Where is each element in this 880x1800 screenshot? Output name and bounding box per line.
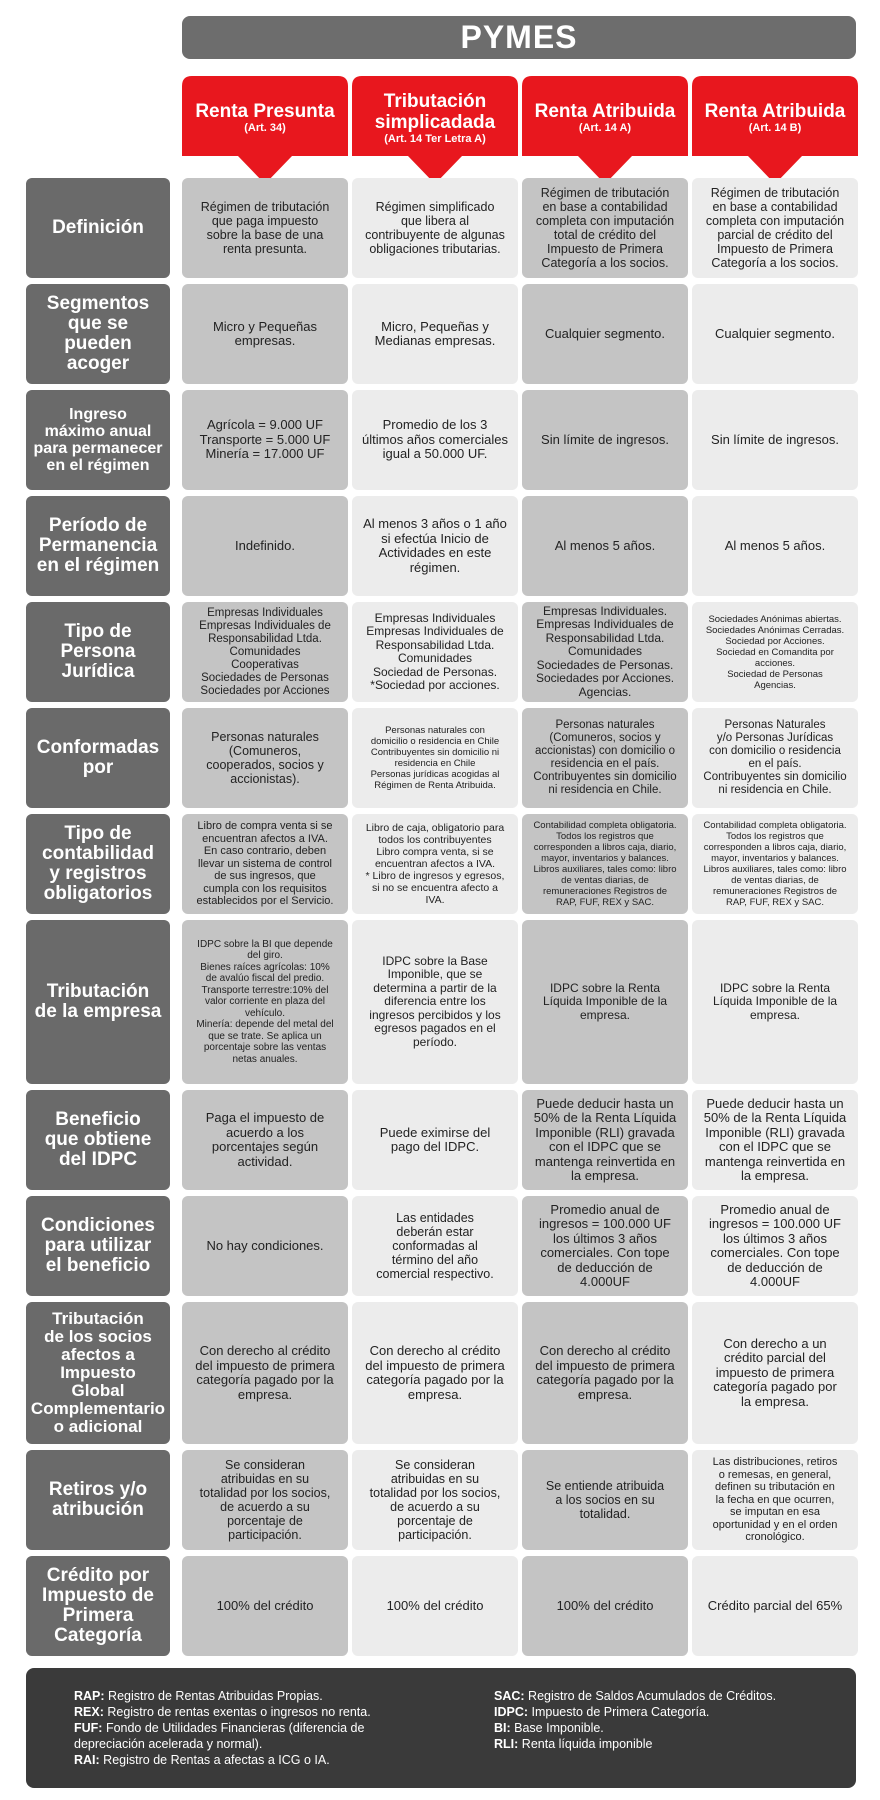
table-cell: Agrícola = 9.000 UF Transporte = 5.000 UF Minería = 17.000 UF xyxy=(182,390,348,490)
table-cell: Con derecho al crédito del impuesto de primera categoría pagado por la empresa. xyxy=(352,1302,518,1444)
legend-text: Registro de Saldos Acumulados de Créditos. xyxy=(524,1689,777,1703)
table-cell: Promedio de los 3 últimos años comerciales igual a 50.000 UF. xyxy=(352,390,518,490)
column-title: Renta Presunta xyxy=(195,101,335,122)
column-header-text xyxy=(692,76,858,160)
legend-item xyxy=(494,1720,844,1736)
legend xyxy=(26,1668,856,1788)
column-header-text xyxy=(352,76,518,160)
table-cell: Empresas Individuales Empresas Individuales de Responsabilidad Ltda. Comunidades Sociedad de Personas. *Sociedad por acciones. xyxy=(352,602,518,702)
column-header-text xyxy=(522,76,688,160)
table-cell: No hay condiciones. xyxy=(182,1196,348,1296)
legend-item xyxy=(74,1736,474,1752)
legend-abbr: IDPC: xyxy=(494,1705,529,1719)
legend-abbr: RLI: xyxy=(494,1737,519,1751)
table-cell: Las entidades deberán estar conformadas al término del año comercial respectivo. xyxy=(352,1196,518,1296)
legend-text: Registro de Rentas Atribuidas Propias. xyxy=(104,1689,323,1703)
row-label: Tributación de la empresa xyxy=(26,920,170,1084)
table-cell: Cualquier segmento. xyxy=(692,284,858,384)
legend-item xyxy=(494,1688,844,1704)
column-subtitle: (Art. 34) xyxy=(244,122,286,134)
legend-item xyxy=(74,1720,474,1736)
column-subtitle: (Art. 14 Ter Letra A) xyxy=(384,132,486,145)
table-cell: Cualquier segmento. xyxy=(522,284,688,384)
row-label: Tipo de contabilidad y registros obligatorios xyxy=(26,814,170,914)
table-cell: Se consideran atribuidas en su totalidad por los socios, de acuerdo a su porcentaje de participación. xyxy=(182,1450,348,1550)
legend-left-column xyxy=(74,1688,474,1768)
legend-text: Renta líquida imponible xyxy=(518,1737,653,1751)
legend-text: depreciación acelerada y normal). xyxy=(74,1737,263,1751)
legend-item xyxy=(74,1704,474,1720)
legend-abbr: BI: xyxy=(494,1721,511,1735)
table-cell: Sin límite de ingresos. xyxy=(522,390,688,490)
table-cell: Promedio anual de ingresos = 100.000 UF los últimos 3 años comerciales. Con tope de deducción de 4.000UF xyxy=(522,1196,688,1296)
row-label: Condiciones para utilizar el beneficio xyxy=(26,1196,170,1296)
table-cell: Con derecho al crédito del impuesto de primera categoría pagado por la empresa. xyxy=(522,1302,688,1444)
table-cell: IDPC sobre la Base Imponible, que se determina a partir de la diferencia entre los ingresos percibidos y los egresos pagados en el período. xyxy=(352,920,518,1084)
table-cell: 100% del crédito xyxy=(352,1556,518,1656)
table-cell: Régimen de tributación que paga impuesto sobre la base de una renta presunta. xyxy=(182,178,348,278)
table-cell: 100% del crédito xyxy=(522,1556,688,1656)
row-label: Conformadas por xyxy=(26,708,170,808)
legend-text: Registro de rentas exentas o ingresos no renta. xyxy=(103,1705,371,1719)
column-title: Renta Atribuida xyxy=(534,101,676,122)
table-cell: Las distribuciones, retiros o remesas, en general, definen su tributación en la fecha en que ocurren, se imputan en esa oportunidad y en el orden cronológico. xyxy=(692,1450,858,1550)
table-cell: Se entiende atribuida a los socios en su totalidad. xyxy=(522,1450,688,1550)
page-title: PYMES xyxy=(182,16,856,59)
table-cell: Empresas Individuales. Empresas Individuales de Responsabilidad Ltda. Comunidades Sociedades de Personas. Sociedades por Acciones. Agencias. xyxy=(522,602,688,702)
table-cell: Puede deducir hasta un 50% de la Renta Líquida Imponible (RLI) gravada con el IDPC que se mantenga reinvertida en la empresa. xyxy=(692,1090,858,1190)
table-cell: Crédito parcial del 65% xyxy=(692,1556,858,1656)
column-title: Tributación simplicadada xyxy=(374,90,496,133)
legend-abbr: SAC: xyxy=(494,1689,525,1703)
table-cell: Sin límite de ingresos. xyxy=(692,390,858,490)
row-label: Segmentos que se pueden acoger xyxy=(26,284,170,384)
row-label: Tributación de los socios afectos a Impuesto Global Complementario o adicional xyxy=(26,1302,170,1444)
table-cell: Personas naturales con domicilio o residencia en Chile Contribuyentes sin domicilio ni residencia en Chile Personas jurídicas acogidas al Régimen de Renta Atribuida. xyxy=(352,708,518,808)
column-header-text xyxy=(182,76,348,160)
row-label: Período de Permanencia en el régimen xyxy=(26,496,170,596)
column-title: Renta Atribuida xyxy=(704,101,846,122)
table-cell: Al menos 3 años o 1 año si efectúa Inicio de Actividades en este régimen. xyxy=(352,496,518,596)
legend-item xyxy=(74,1752,474,1768)
table-cell: Se consideran atribuidas en su totalidad por los socios, de acuerdo a su porcentaje de participación. xyxy=(352,1450,518,1550)
row-label: Beneficio que obtiene del IDPC xyxy=(26,1090,170,1190)
legend-right-column xyxy=(494,1688,844,1752)
table-cell: Libro de compra venta si se encuentran afectos a IVA. En caso contrario, deben llevar un sistema de control de sus ingresos, que cumpla con los requisitos establecidos por el Servicio. xyxy=(182,814,348,914)
table-cell: Al menos 5 años. xyxy=(692,496,858,596)
row-label: Retiros y/o atribución xyxy=(26,1450,170,1550)
column-subtitle: (Art. 14 B) xyxy=(748,122,802,134)
table-cell: Micro y Pequeñas empresas. xyxy=(182,284,348,384)
table-cell: Sociedades Anónimas abiertas. Sociedades Anónimas Cerradas. Sociedad por Acciones. Sociedad en Comandita por acciones. Sociedad de Personas Agencias. xyxy=(692,602,858,702)
table-cell: Personas naturales (Comuneros, socios y accionistas) con domicilio o residencia en el país. Contribuyentes sin domicilio ni residencia en Chile. xyxy=(522,708,688,808)
table-cell: IDPC sobre la Renta Líquida Imponible de la empresa. xyxy=(522,920,688,1084)
legend-abbr: FUF: xyxy=(74,1721,103,1735)
column-header-4 xyxy=(692,76,858,186)
legend-item xyxy=(494,1704,844,1720)
table-cell: Con derecho a un crédito parcial del impuesto de primera categoría pagado por la empresa. xyxy=(692,1302,858,1444)
row-label: Definición xyxy=(26,178,170,278)
row-label: Tipo de Persona Jurídica xyxy=(26,602,170,702)
table-cell: 100% del crédito xyxy=(182,1556,348,1656)
legend-abbr: REX: xyxy=(74,1705,104,1719)
table-cell: Libro de caja, obligatorio para todos los contribuyentes Libro compra venta, si se encuentran afectos a IVA. * Libro de ingresos y egresos, si no se encuentra afecto a IVA. xyxy=(352,814,518,914)
table-cell: Al menos 5 años. xyxy=(522,496,688,596)
table-cell: Puede eximirse del pago del IDPC. xyxy=(352,1090,518,1190)
column-header-2 xyxy=(352,76,518,186)
legend-text: Registro de Rentas a afectas a ICG o IA. xyxy=(99,1753,330,1767)
table-cell: Personas Naturales y/o Personas Jurídicas con domicilio o residencia en el país. Contribuyentes sin domicilio ni residencia en Chile. xyxy=(692,708,858,808)
legend-text: Impuesto de Primera Categoría. xyxy=(528,1705,710,1719)
column-subtitle: (Art. 14 A) xyxy=(578,122,632,134)
table-cell: IDPC sobre la Renta Líquida Imponible de la empresa. xyxy=(692,920,858,1084)
table-cell: Micro, Pequeñas y Medianas empresas. xyxy=(352,284,518,384)
table-cell: IDPC sobre la BI que depende del giro. Bienes raíces agrícolas: 10% de avalúo fiscal del predio. Transporte terrestre:10% del valor corriente en plaza del vehículo. Minería: depende del metal del que se trate. Se aplica un porcentaje sobre las ventas netas anuales. xyxy=(182,920,348,1084)
table-cell: Paga el impuesto de acuerdo a los porcentajes según actividad. xyxy=(182,1090,348,1190)
table-cell: Con derecho al crédito del impuesto de primera categoría pagado por la empresa. xyxy=(182,1302,348,1444)
legend-text: Fondo de Utilidades Financieras (diferencia de xyxy=(102,1721,365,1735)
row-label: Ingreso máximo anual para permanecer en el régimen xyxy=(26,390,170,490)
legend-abbr: RAI: xyxy=(74,1753,100,1767)
table-cell: Contabilidad completa obligatoria. Todos los registros que corresponden a libros caja, diario, mayor, inventarios y balances. Libros auxiliares, tales como: libro de ventas diarias, de remuneraciones Registros de RAP, FUF, REX y SAC. xyxy=(522,814,688,914)
table-cell: Régimen simplificado que libera al contribuyente de algunas obligaciones tributarias. xyxy=(352,178,518,278)
table-cell: Indefinido. xyxy=(182,496,348,596)
legend-abbr: RAP: xyxy=(74,1689,105,1703)
table-cell: Contabilidad completa obligatoria. Todos los registros que corresponden a libros caja, diario, mayor, inventarios y balances. Libros auxiliares, tales como: libro de ventas diarias, de remuneraciones Registros de RAP, FUF, REX y SAC. xyxy=(692,814,858,914)
legend-text: Base Imponible. xyxy=(510,1721,604,1735)
table-cell: Régimen de tributación en base a contabilidad completa con imputación total de crédito del Impuesto de Primera Categoría a los socios. xyxy=(522,178,688,278)
table-cell: Personas naturales (Comuneros, cooperados, socios y accionistas). xyxy=(182,708,348,808)
column-header-3 xyxy=(522,76,688,186)
legend-item xyxy=(74,1688,474,1704)
table-cell: Promedio anual de ingresos = 100.000 UF los últimos 3 años comerciales. Con tope de deducción de 4.000UF xyxy=(692,1196,858,1296)
table-cell: Empresas Individuales Empresas Individuales de Responsabilidad Ltda. Comunidades Cooperativas Sociedades de Personas Sociedades por Acciones xyxy=(182,602,348,702)
column-header-1 xyxy=(182,76,348,186)
table-cell: Puede deducir hasta un 50% de la Renta Líquida Imponible (RLI) gravada con el IDPC que se mantenga reinvertida en la empresa. xyxy=(522,1090,688,1190)
row-label: Crédito por Impuesto de Primera Categoría xyxy=(26,1556,170,1656)
table-cell: Régimen de tributación en base a contabilidad completa con imputación parcial de crédito del Impuesto de Primera Categoría a los socios. xyxy=(692,178,858,278)
legend-item xyxy=(494,1736,844,1752)
